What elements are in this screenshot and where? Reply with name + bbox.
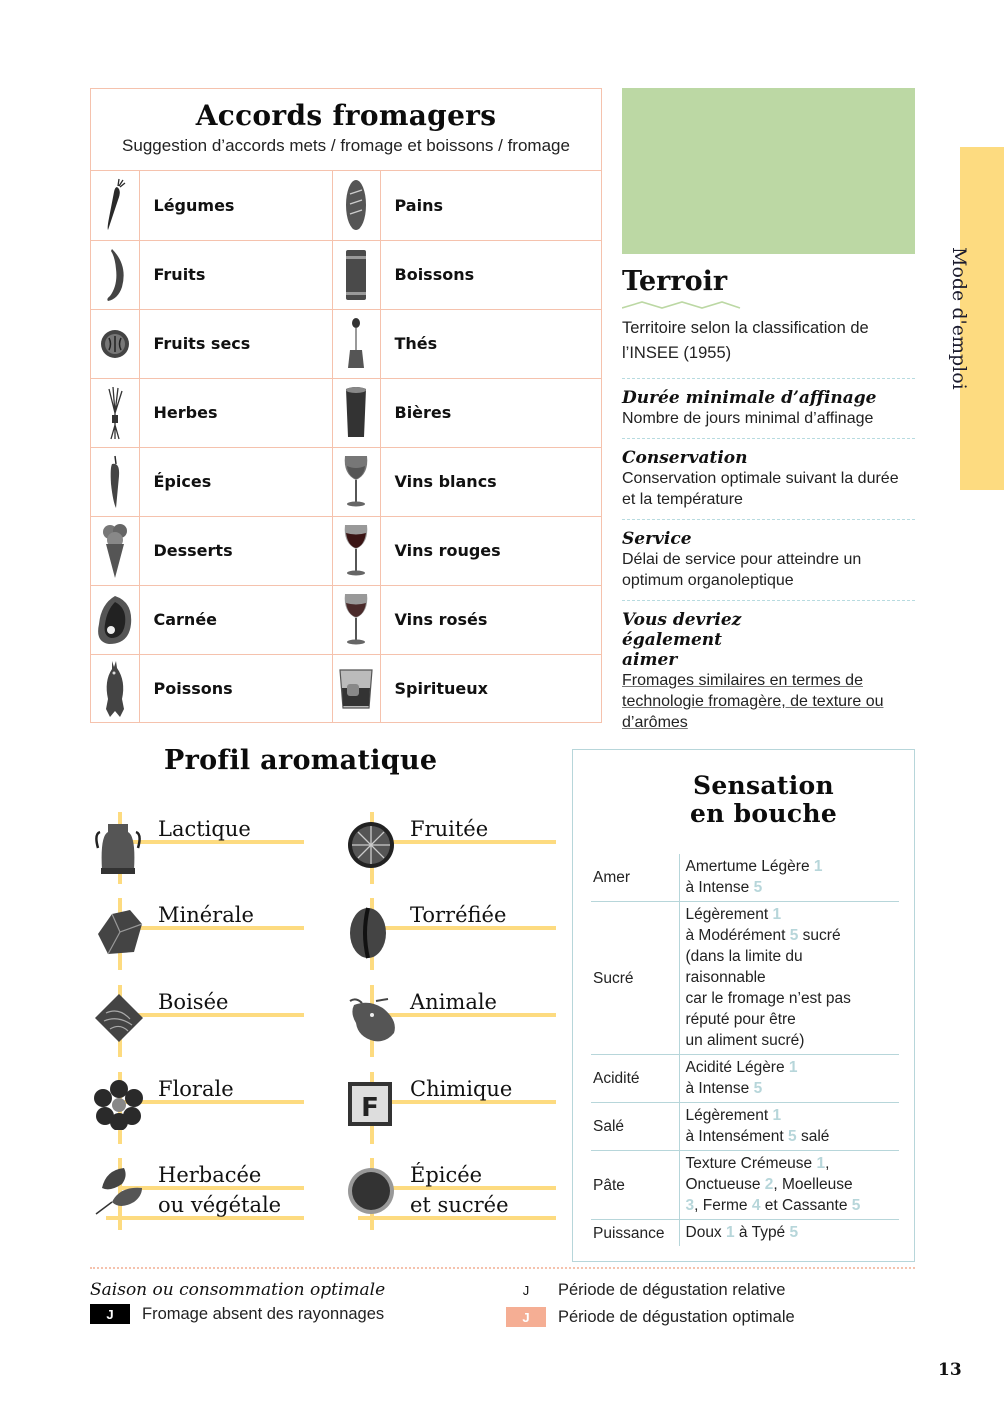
sensation-text: Légèrement (685, 906, 773, 923)
terroir-section-title: Conservation (622, 448, 748, 468)
sensation-value (679, 1220, 899, 1247)
sensation-title-line2: en bouche (684, 800, 843, 828)
rock-icon (94, 906, 144, 956)
carrot-icon (91, 171, 139, 240)
sensation-value (679, 902, 899, 1055)
legend-item-relative (506, 1280, 786, 1300)
wood-block-icon (94, 993, 144, 1043)
accords-row (91, 378, 601, 447)
profil-title: Profil aromatique (152, 746, 449, 776)
accords-table (91, 171, 601, 723)
sensation-text: , Ferme (694, 1197, 752, 1214)
accords-item-label: Carnée (139, 585, 332, 654)
scale-number: 1 (813, 858, 823, 875)
page-number: 13 (938, 1360, 962, 1380)
aroma-label: Minérale (158, 903, 254, 927)
terroir-panel (622, 262, 915, 742)
scale-number: 2 (764, 1176, 774, 1193)
fish-icon (91, 654, 139, 723)
scale-number: 5 (851, 1197, 861, 1214)
accords-item-label: Vins rosés (380, 585, 601, 654)
aroma-item (90, 812, 310, 892)
accords-item-label: Fruits (139, 240, 332, 309)
aroma-item (342, 898, 562, 978)
whisky-glass-icon (332, 654, 380, 723)
sensation-text: Doux (685, 1224, 726, 1241)
accords-item-label: Légumes (139, 171, 332, 240)
aroma-item (90, 1072, 310, 1152)
sensation-value (679, 1103, 899, 1151)
accords-row (91, 240, 601, 309)
scale-number: 4 (751, 1197, 761, 1214)
leaves-icon (94, 1166, 144, 1216)
accords-item-label: Bières (380, 378, 601, 447)
walnut-icon (91, 309, 139, 378)
accords-title: Accords fromagers (186, 101, 507, 131)
sensation-heading (573, 772, 914, 828)
sensation-text: salé (796, 1128, 830, 1145)
accords-item-label: Vins blancs (380, 447, 601, 516)
sensation-table (591, 854, 899, 1246)
tile-letter: F (361, 1093, 379, 1123)
terroir-section-text: Délai de service pour atteindre un optimum organoleptique (622, 551, 862, 589)
banana-icon (91, 240, 139, 309)
sensation-key: Amer (593, 869, 631, 886)
sensation-row (591, 1055, 899, 1103)
terroir-section-title: Service (622, 529, 692, 549)
sensation-value (679, 1055, 899, 1103)
aroma-label-line2: ou végétale (158, 1193, 282, 1217)
sensation-text: Acidité Légère (685, 1059, 789, 1076)
legend-swatch-black: J (90, 1304, 130, 1324)
rose-wine-glass-icon (332, 585, 380, 654)
scale-number: 5 (753, 879, 763, 896)
accords-subtitle: Suggestion d’accords mets / fromage et boissons / fromage (122, 136, 570, 155)
aroma-label-line2: et sucrée (410, 1193, 509, 1217)
herbs-icon (91, 378, 139, 447)
sensation-key: Puissance (593, 1224, 665, 1242)
sensation-row (591, 1151, 899, 1220)
aroma-item (90, 898, 310, 978)
sensation-key: Acidité (593, 1070, 640, 1087)
aroma-label: Torréfiée (410, 903, 507, 927)
accords-item-label: Herbes (139, 378, 332, 447)
accords-row (91, 171, 601, 240)
sensation-text: Texture Crémeuse (685, 1155, 817, 1172)
terroir-section-text: Conservation optimale suivant la durée et la température (622, 470, 899, 508)
terroir-section (622, 378, 915, 438)
sensation-text: à Intense (685, 879, 750, 896)
accords-item-label: Vins rouges (380, 516, 601, 585)
accords-item-label: Thés (380, 309, 601, 378)
sensation-text: et Cassante (760, 1197, 852, 1214)
similar-cheeses-link[interactable]: Fromages similaires en termes de technologie fromagère, de texture ou d’arômes (622, 672, 884, 731)
sensation-row (591, 1220, 899, 1247)
scale-number: 1 (726, 1224, 735, 1241)
sensation-text: , Moelleuse (773, 1176, 853, 1193)
sensation-row (591, 1103, 899, 1151)
legend-title: Saison ou consommation optimale (90, 1280, 386, 1300)
cow-head-icon (346, 993, 396, 1043)
element-tile-icon (346, 1080, 396, 1130)
aroma-label: Fruitée (410, 817, 489, 841)
sensation-text: à Modérément (685, 927, 786, 944)
legend-label: Période de dégustation optimale (558, 1307, 795, 1326)
terroir-section-title: Durée minimale d’affinage (622, 388, 877, 408)
accords-item-label: Fruits secs (139, 309, 332, 378)
sensation-value (679, 854, 899, 902)
bread-icon (332, 171, 380, 240)
white-wine-glass-icon (332, 447, 380, 516)
accords-item-label: Pains (380, 171, 601, 240)
aroma-item (90, 1158, 310, 1238)
accords-row (91, 447, 601, 516)
aroma-label: Animale (410, 990, 497, 1014)
beer-glass-icon (332, 378, 380, 447)
sensation-text: à Intense (685, 1080, 750, 1097)
sensation-row (591, 902, 899, 1055)
aroma-label: Florale (158, 1077, 234, 1101)
sensation-key: Salé (593, 1118, 625, 1135)
accords-row (91, 654, 601, 723)
scale-number: 5 (789, 927, 799, 944)
scale-number: 1 (772, 906, 782, 923)
legend-label: Fromage absent des rayonnages (142, 1304, 385, 1323)
aroma-item (342, 1158, 562, 1238)
sensation-text: , Onctueuse (685, 1155, 830, 1193)
coffee-bean-icon (346, 906, 396, 956)
aroma-label: Lactique (158, 817, 251, 841)
accords-row (91, 516, 601, 585)
orange-slice-icon (346, 820, 396, 870)
sensation-row (591, 854, 899, 902)
terroir-title: Terroir (622, 266, 728, 297)
scale-number: 3 (685, 1197, 695, 1214)
scale-number: 1 (788, 1059, 798, 1076)
accords-item-label: Boissons (380, 240, 601, 309)
legend-item-optimal (506, 1307, 795, 1327)
legend-item-absent (90, 1304, 384, 1324)
terroir-section-title: Vous devriez également aimer (622, 610, 742, 670)
terroir-section (622, 600, 915, 742)
red-wine-glass-icon (332, 516, 380, 585)
accords-item-label: Épices (139, 447, 332, 516)
aroma-item (342, 985, 562, 1065)
aroma-label: Chimique (410, 1077, 513, 1101)
profil-aromatique-heading (152, 746, 449, 776)
side-tab-label: Mode d'emploi (948, 247, 970, 390)
steak-icon (91, 585, 139, 654)
aroma-label: Épicée (410, 1163, 483, 1187)
sensation-en-bouche-panel (572, 749, 915, 1262)
scale-number: 1 (816, 1155, 826, 1172)
legend-swatch-peach: J (506, 1307, 546, 1327)
terroir-section-text: Nombre de jours minimal d’affinage (622, 410, 874, 427)
can-icon (332, 240, 380, 309)
sensation-text: Légèrement (685, 1107, 773, 1124)
sensation-text: à Intensément (685, 1128, 784, 1145)
legend-label: Période de dégustation relative (558, 1280, 786, 1299)
ice-cream-icon (91, 516, 139, 585)
sensation-key: Pâte (593, 1176, 625, 1194)
aroma-item (342, 1072, 562, 1152)
terroir-map-box (622, 88, 915, 254)
terroir-section (622, 438, 915, 519)
scale-number: 5 (789, 1224, 799, 1241)
legend-swatch-plain: J (522, 1282, 530, 1298)
aroma-item (90, 985, 310, 1065)
sensation-value (679, 1151, 899, 1220)
aroma-label: Herbacée (158, 1163, 262, 1187)
accords-fromagers-panel (90, 88, 602, 723)
spice-bowl-icon (346, 1166, 396, 1216)
scale-number: 1 (772, 1107, 782, 1124)
sensation-key: Sucré (593, 969, 634, 987)
sensation-text: sucré (dans la limite du raisonnable car le fromage n’est pas réputé pour être un aliment sucré) (685, 927, 851, 1049)
accords-item-label: Spiritueux (394, 679, 488, 699)
aroma-item (342, 812, 562, 892)
accords-header (91, 89, 601, 171)
sensation-text: Amertume Légère (685, 858, 814, 875)
side-tab-mode-emploi[interactable] (948, 147, 1004, 490)
milk-churn-icon (94, 820, 144, 870)
sensation-text: à Typé (734, 1224, 790, 1241)
accords-item-label: Poissons (139, 654, 332, 723)
terroir-description: Territoire selon la classification de l’INSEE (1955) (622, 319, 869, 362)
aroma-label: Boisée (158, 990, 229, 1014)
accords-row (91, 309, 601, 378)
scale-number: 5 (788, 1128, 797, 1145)
scale-number: 5 (753, 1080, 763, 1097)
sensation-title-line1: Sensation (687, 772, 840, 800)
accords-row (91, 585, 601, 654)
chili-pepper-icon (91, 447, 139, 516)
dotted-divider (90, 1267, 915, 1269)
flower-icon (94, 1080, 144, 1130)
tea-bag-icon (332, 309, 380, 378)
terroir-section (622, 519, 915, 600)
accords-item-label: Desserts (139, 516, 332, 585)
